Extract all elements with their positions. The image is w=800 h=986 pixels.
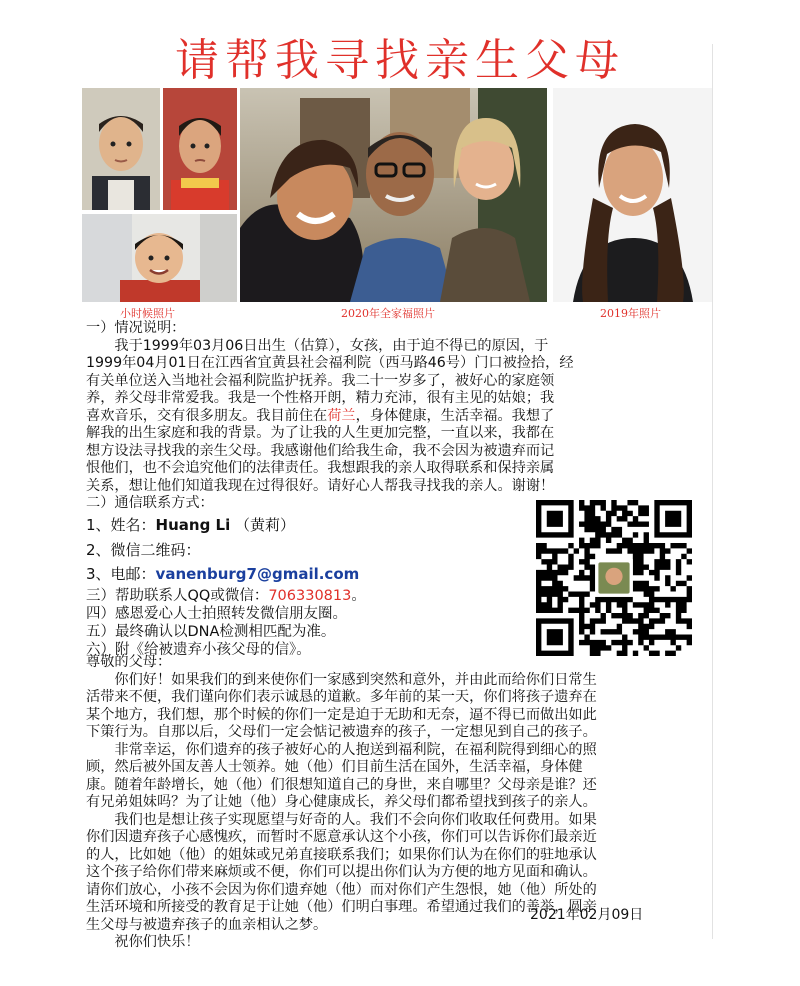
letter-line: 下策行为。自那以后，父母们一定会惦记被遗弃的孩子，一定想见到自己的孩子。 [86, 724, 597, 740]
contact-name-row [86, 514, 295, 535]
letter-line: 请你们放心，小孩不会因为你们遗弃她（他）而对你们产生怨恨，她（他）所处的 [86, 881, 597, 898]
family-photo-2020 [240, 88, 547, 302]
helper-qq: 706330813 [268, 588, 352, 604]
letter-line: 顾，然后被外国友善人士领养。她（他）们目前生活在国外，生活幸福，身体健 [86, 759, 583, 775]
letter-date: 2021年02月09日 [530, 907, 644, 923]
letter-line: 康。随着年龄增长，她（他）们很想知道自己的身世，来自哪里？父母亲是谁？还 [86, 776, 597, 793]
childhood-photo-caption: 小时候照片 [120, 307, 175, 320]
helper-end: 。 [351, 588, 366, 604]
childhood-photo-2 [163, 88, 237, 210]
situation-line: 关系，想让他们知道我现在过得很好。请好心人帮我寻找我的亲人。谢谢！ [86, 477, 555, 494]
residence-text: 喜欢音乐，交有很多朋友。我目前住在 [86, 407, 328, 424]
situation-line-residence [86, 408, 711, 426]
name-label: 1、姓名： [86, 516, 156, 534]
letter-line: 生活环境和所接受的教育足于让她（他）们明白事理。希望通过我们的善举，圆亲 [86, 899, 597, 915]
email-link[interactable]: vanenburg7@gmail.com [155, 565, 360, 583]
wechat-row: 2、微信二维码： [86, 541, 201, 559]
letter-line: 我们也是想让孩子实现愿望与好奇的人。我们不会向你们收取任何费用。如果 [86, 811, 597, 828]
name-value: Huang Li [155, 516, 231, 534]
page-edge-divider [712, 44, 713, 939]
item-5: 五）最终确认以DNA检测相匹配为准。 [86, 624, 336, 640]
letter-line: 你们因遗弃孩子心感愧疚，而暂时不愿意承认这个小孩，你们可以告诉你们最亲近 [86, 829, 597, 845]
letter-line: 非常幸运，你们遗弃的孩子被好心的人抱送到福利院，在福利院得到细心的照 [86, 741, 597, 758]
letter-line: 某个地方，我们想，那个时候的你们一定是迫于无助和无奈，逼不得已而做出如此 [86, 706, 597, 723]
letter-line: 的人，比如她（他）的姐妹或兄弟直接联系我们；如果你们认为在你们的驻地承认 [86, 846, 597, 863]
email-row [86, 563, 359, 584]
page-title: 请帮我寻找亲生父母 [175, 35, 625, 86]
situation-section [86, 320, 711, 513]
letter-line: 活带来不便，我们谨向你们表示诚恳的道歉。多年前的某一天，你们将孩子遗弃在 [86, 689, 597, 705]
letter-line: 这个孩子给你们带来麻烦或不便，你们可以提出你们认为方便的地方见面和确认。 [86, 864, 597, 880]
helper-label: 三）帮助联系人QQ或微信： [86, 588, 269, 604]
situation-line: 恨他们，也不会追究他们的法律责任。我想跟我的亲人取得联系和保持亲属 [86, 460, 555, 476]
wechat-qr-code[interactable] [536, 500, 692, 656]
section-heading-contact: 二）通信联系方式： [86, 495, 214, 511]
situation-line: 想方设法寻找我的亲生父母。我感谢他们给我生命，我不会因为被遗弃而记 [86, 442, 555, 459]
residence-country: 荷兰 [327, 407, 356, 424]
residence-tail: ，身体健康，生活幸福。我想了 [355, 407, 555, 424]
childhood-photo-3 [82, 214, 237, 302]
photo-2019 [553, 88, 712, 302]
letter-line: 生父母与被遗弃孩子的血亲相认之梦。 [86, 916, 328, 933]
letter-line: 有兄弟姐妹吗？为了让她（他）身心健康成长，养父母们都希望找到孩子的亲人。 [86, 794, 597, 810]
photo-2019-caption: 2019年照片 [600, 307, 661, 320]
situation-line: 有关单位送入当地社会福利院监护抚养。我二十一岁多了，被好心的家庭领 [86, 372, 555, 389]
situation-line: 养，养父母非常爱我。我是一个性格开朗，精力充沛，很有主见的姑娘；我 [86, 390, 555, 406]
section-heading-situation: 一）情况说明： [86, 320, 186, 336]
letter-salutation: 尊敬的父母： [86, 654, 172, 670]
situation-line: 我于1999年03月06日出生（估算），女孩，由于迫不得已的原因，于 [86, 337, 549, 354]
letter-closing: 祝你们快乐！ [86, 934, 200, 950]
item-4: 四）感恩爱心人士拍照转发微信朋友圈。 [86, 606, 347, 622]
family-photo-caption: 2020年全家福照片 [341, 307, 435, 320]
item-6: 六）附《给被遗弃小孩父母的信》。 [86, 642, 311, 658]
childhood-photo-1 [82, 88, 160, 210]
name-chinese: （黄莉） [235, 516, 296, 534]
letter-line: 你们好！如果我们的到来使你们一家感到突然和意外，并由此而给你们日常生 [86, 671, 597, 688]
situation-line: 1999年04月01日在江西省宜黄县社会福利院（西马路46号）门口被捡拾，经 [86, 355, 574, 371]
email-label: 3、电邮： [86, 565, 156, 583]
situation-line: 解我的出生家庭和我的背景。为了让我的人生更加完整，一直以来，我都在 [86, 425, 555, 441]
